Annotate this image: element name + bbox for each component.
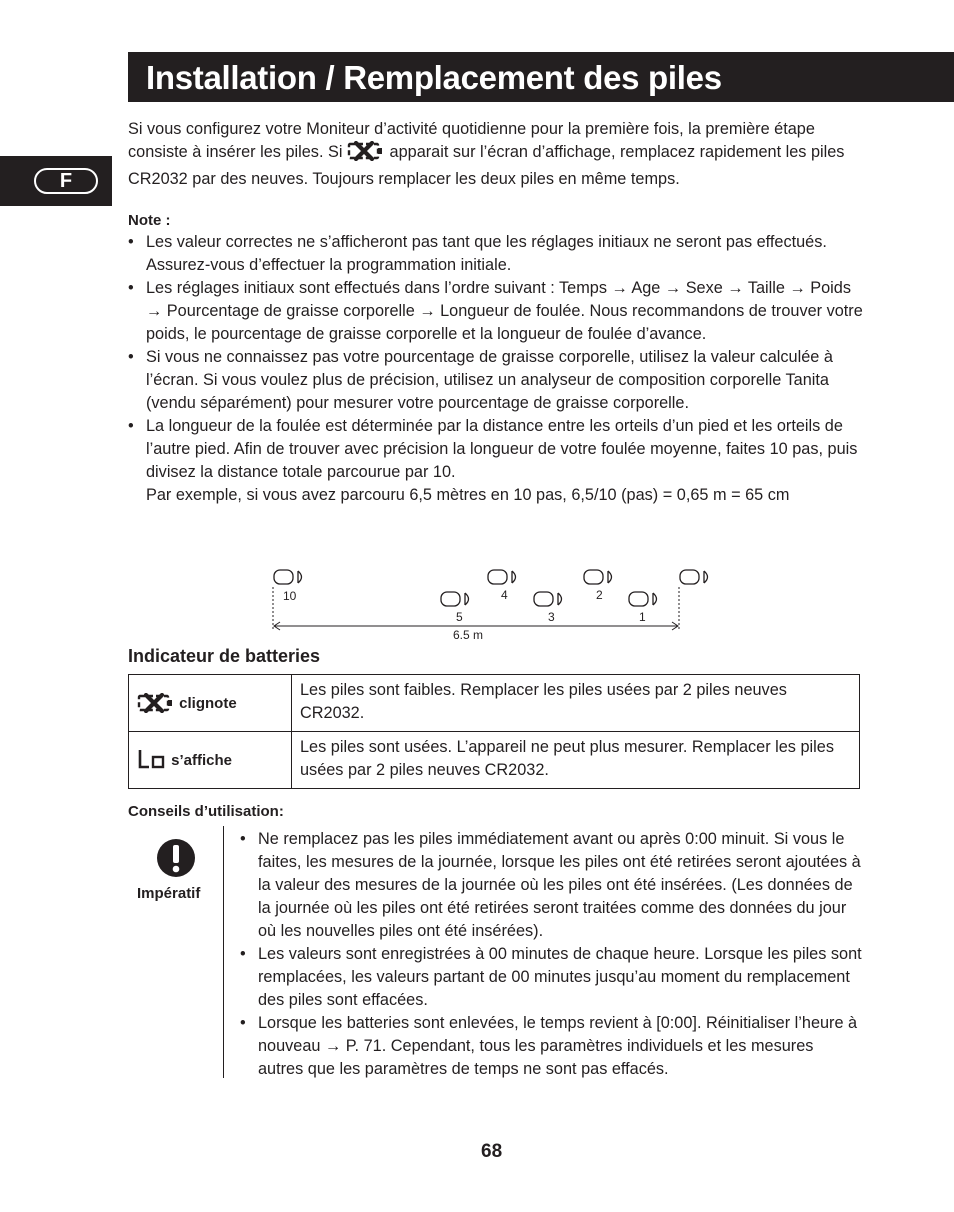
indicator-description: Les piles sont usées. L’appareil ne peut plus mesurer. Remplacer les piles usées par 2 piles neuves CR2032. <box>292 732 860 789</box>
language-label: F <box>34 168 98 194</box>
tips-list <box>240 828 862 1081</box>
step-label: 5 <box>456 610 463 624</box>
indicator-state: s’affiche <box>171 752 233 769</box>
note-item: • Les réglages initiaux sont effectués dans l’ordre suivant : Temps → Age → Sexe → Taille → Poids → Pourcentage de graisse corporelle → Longueur de foulée. Nous recommandons de trouver votre poids, le pourcentage de graisse corporelle et la longueur de foulée d’avance. <box>128 277 868 346</box>
step-label: 10 <box>283 589 297 603</box>
footprint-icon <box>488 570 516 584</box>
footprint-icon <box>274 570 302 584</box>
footprint-icon <box>629 592 657 606</box>
footprint-icon <box>680 570 708 584</box>
notes-list <box>128 231 868 507</box>
battery-crossed-icon <box>347 141 385 168</box>
stride-example: Par exemple, si vous avez parcouru 6,5 mètres en 10 pas, 6,5/10 (pas) = 0,65 m = 65 cm <box>146 486 790 504</box>
step-label: 4 <box>501 588 508 602</box>
footprint-icon <box>534 592 562 606</box>
intro-paragraph <box>128 118 868 191</box>
tip-item: • Lorsque les batteries sont enlevées, le temps revient à [0:00]. Réinitialiser l’heure à nouveau → P. 71. Cependant, tous les paramètres individuels et les mesures autres que les paramètres de temps ne sont pas effacés. <box>240 1012 862 1081</box>
tip-item: • Ne remplacez pas les piles immédiatement avant ou après 0:00 minuit. Si vous le faites, les mesures de la journée, lorsque les piles ont été retirées seront ajoutées à la valeur des mesures de la journée où les piles ont été insérées. (Les données de la journée où les piles ont été retirées seront traitées comme des données du jour où les nouvelles piles ont été insérées). <box>240 828 862 943</box>
title-bar <box>128 52 954 102</box>
page-number: 68 <box>481 1141 503 1162</box>
note-item-text: La longueur de la foulée est déterminée par la distance entre les orteils d’un pied et les orteils de l’autre pied. Afin de trouver avec précision la longueur de votre foulée moyenne, faites 10 pas, puis divisez la distance totale parcourue par 10. <box>146 417 858 481</box>
indicator-cell <box>129 675 292 732</box>
note-item: • Les valeur correctes ne s’afficheront pas tant que les réglages initiaux ne seront pas effectués. Assurez-vous d’effectuer la programmation initiale. <box>128 231 868 277</box>
footprint-icon <box>584 570 612 584</box>
intro-text-end: apparait sur l’écran d’affichage, remplacez rapidement les piles CR2032 par des neuves. Toujours remplacer les deux piles en même temps. <box>128 143 845 188</box>
table-row <box>129 675 860 732</box>
note-heading: Note : <box>128 212 171 229</box>
table-row <box>129 732 860 789</box>
lo-display-icon <box>137 748 167 770</box>
tip-item: • Les valeurs sont enregistrées à 00 minutes de chaque heure. Lorsque les piles sont remplacées, les valeurs partant de 00 minutes jusqu’au moment du remplacement des piles sont effacées. <box>240 943 862 1012</box>
note-item: • Si vous ne connaissez pas votre pourcentage de graisse corporelle, utilisez la valeur calculée à l’écran. Si vous voulez plus de précision, utilisez un analyseur de composition corporelle Tanita (vendu séparément) pour mesurer votre pourcentage de graisse corporelle. <box>128 346 868 415</box>
tips-heading: Conseils d’utilisation: <box>128 803 284 820</box>
tips-divider <box>223 826 224 1078</box>
imperative-label: Impératif <box>137 885 201 902</box>
footprint-icon <box>441 592 469 606</box>
page-title: Installation / Remplacement des piles <box>146 59 722 96</box>
battery-indicator-table <box>128 674 860 789</box>
stride-diagram <box>270 565 720 647</box>
step-label: 1 <box>639 610 646 624</box>
distance-label: 6.5 m <box>453 628 484 642</box>
note-item <box>128 415 868 507</box>
battery-crossed-icon <box>137 693 175 713</box>
intro-text-start: Si vous configurez votre Moniteur d’activité quotidienne pour la première fois, la première étape consiste à insérer les piles. Si <box>128 120 815 161</box>
indicator-state: clignote <box>179 694 237 712</box>
step-label: 2 <box>596 588 603 602</box>
indicator-description: Les piles sont faibles. Remplacer les piles usées par 2 piles neuves CR2032. <box>292 675 860 732</box>
language-tab <box>0 156 112 206</box>
step-label: 3 <box>548 610 555 624</box>
exclamation-icon <box>156 838 196 878</box>
battery-indicator-heading: Indicateur de batteries <box>128 646 321 666</box>
indicator-cell <box>129 732 292 789</box>
